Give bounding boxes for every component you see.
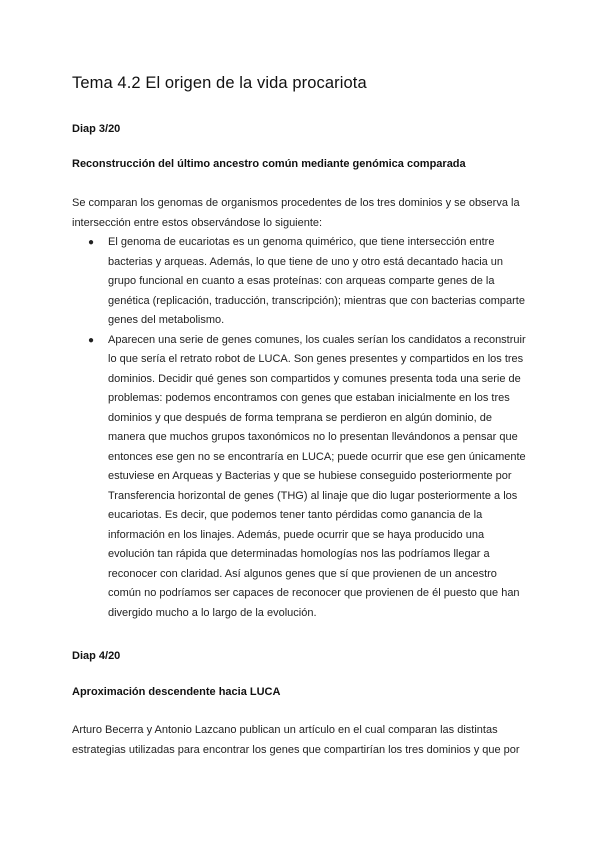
bullet-icon: ● xyxy=(88,237,95,248)
list-item-text: Aparecen una serie de genes comunes, los cuales serían los candidatos a reconstruir lo que sería el retrato robot de LUCA. Son genes presentes y compartidos en los tres dominios. Decidir qué genes son compartidos y comunes presenta toda una serie de problemas: podemos encontramos con genes que estaban inicialmente en los tres dominios y que después de forma temprana se perdieron en algún dominio, de manera que muchos grupos taxonómicos no lo presentan llevándonos a pensar que entonces ese gen no se encontraría en LUCA; puede ocurrir que ese gen únicamente estuviese en Arqueas y Bacterias y que se hubiese conseguido posteriormente por Transferencia horizontal de genes (THG) al linaje que dio lugar posteriormente a los eucariotas. Es decir, que podemos tener tanto pérdidas como ganancia de la información en los linajes. Además, puede ocurrir que se haya producido una evolución tan rápida que determinadas homologías nos las podríamos llegar a reconocer con claridad. Así algunos genes que sí que provienen de un ancestro común no podríamos ser capaces de reconocer que provienen de él puesto que han divergido mucho a lo largo de la evolución. xyxy=(108,333,526,619)
slide-number-4: Diap 4/20 xyxy=(72,650,121,662)
section-heading-luca: Aproximación descendente hacia LUCA xyxy=(72,686,281,698)
bullet-list xyxy=(72,233,528,623)
intro-paragraph: Se comparan los genomas de organismos procedentes de los tres dominios y se observa la intersección entre estos observándose lo siguiente: xyxy=(72,197,520,229)
list-item xyxy=(72,331,528,624)
section-heading-reconstruction: Reconstrucción del último ancestro común mediante genómica comparada xyxy=(72,158,466,170)
bullet-icon: ● xyxy=(88,334,95,346)
list-item-text: El genoma de eucariotas es un genoma quimérico, que tiene intersección entre bacterias y arqueas. Además, lo que tiene de uno y otro está decantado hacia un grupo funcional en cuanto a esas proteínas: con arqueas comparte genes de la genética (replicación, traducción, transcripción); mientras que con bacterias comparte genes del metabolismo. xyxy=(108,236,525,326)
list-item xyxy=(72,233,528,331)
document-title: Tema 4.2 El origen de la vida procariota xyxy=(72,74,367,92)
closing-paragraph: Arturo Becerra y Antonio Lazcano publican un artículo en el cual comparan las distintas estrategias utilizadas para encontrar los genes que compartirían los tres dominios y que por xyxy=(72,724,520,756)
slide-number-3: Diap 3/20 xyxy=(72,123,121,135)
